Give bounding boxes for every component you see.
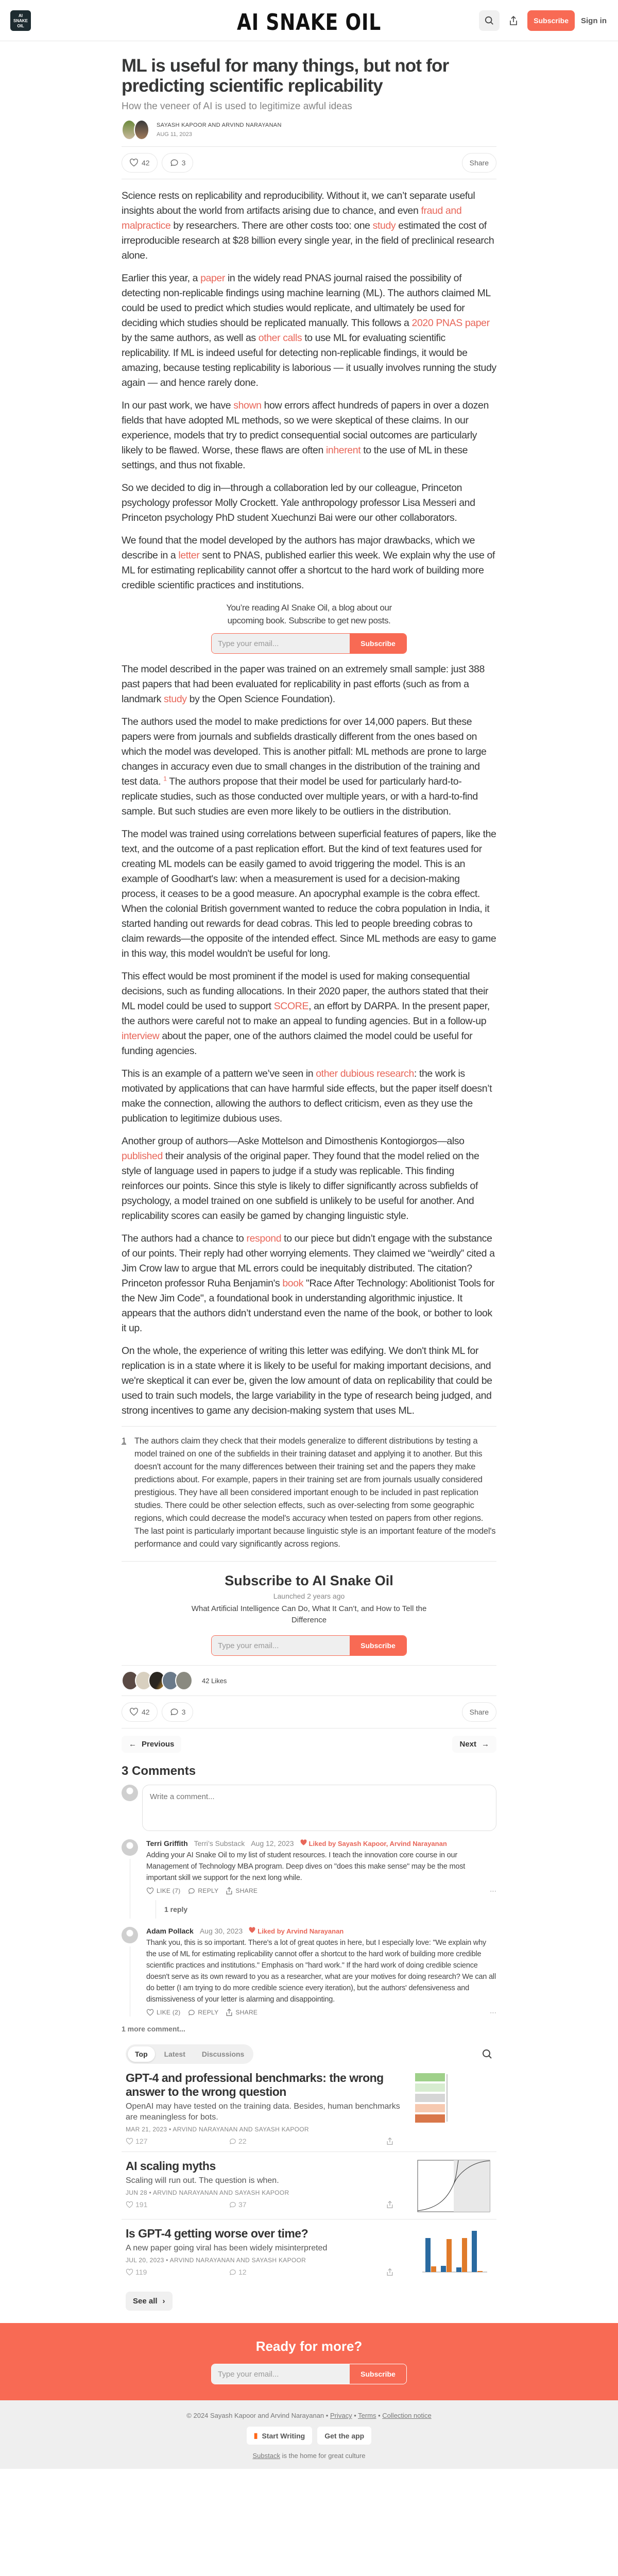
heart-icon	[129, 158, 139, 167]
user-avatar	[122, 1785, 138, 1801]
next-label: Next	[459, 1740, 476, 1749]
arrow-right-icon: →	[482, 1740, 489, 1749]
inline-link[interactable]: published	[122, 1150, 163, 1162]
liked-by-text: Liked by Sayash Kapoor, Arvind Narayanan	[308, 1840, 447, 1848]
share-icon	[386, 2137, 393, 2145]
inline-link[interactable]: letter	[178, 550, 200, 561]
paragraph	[122, 1134, 496, 1224]
publication-logo[interactable]: AI SNAKE OIL	[10, 10, 31, 31]
post-comment-button[interactable]	[229, 2268, 332, 2276]
paragraph	[122, 969, 496, 1059]
post-navigation	[122, 1736, 496, 1753]
post-list	[122, 2064, 496, 2286]
likes-count: 42 Likes	[202, 1676, 227, 1685]
post-actions-bottom	[122, 1696, 496, 1728]
post-comment-button[interactable]	[229, 2200, 332, 2209]
comment-composer	[122, 1785, 496, 1831]
post-like-count: 127	[135, 2137, 148, 2145]
comment-date[interactable]: Aug 12, 2023	[251, 1839, 294, 1848]
paragraph-text: about the paper, one of the authors claimed the model could be useful for funding agencies.	[122, 1030, 473, 1057]
tab-discussions[interactable]: Discussions	[201, 2050, 245, 2058]
paragraph	[122, 398, 496, 473]
paragraph-text: The authors used the model to make predictions for over 14,000 papers. But these papers were from journals and subfields drastically different from the ones based on which the model was developed. This is another pitfall: ML methods are prone to large changes in accuracy even due to small changes in the distribution of the training and test data.	[122, 716, 487, 787]
paragraph-text: : the work is motivated by applications that can have harmful side effects, but the paper itself doesn’t make the connection, allowing the authors to deflect criticism, even as they use the publication to legitimize dubious uses.	[122, 1068, 492, 1124]
paragraph-text: "Race After Technology: Abolitionist Tools for the New Jim Code", a foundational book in understanding algorithmic injustice. It appears that the authors didn’t understand even the name of the book, or bother to look it up.	[122, 1278, 495, 1334]
post-like-button[interactable]	[126, 2137, 229, 2145]
email-input[interactable]	[212, 634, 350, 653]
post-thumbnail[interactable]	[415, 2159, 492, 2213]
comment-header	[146, 1839, 496, 1848]
post-share-button[interactable]	[332, 2137, 393, 2145]
liked-by-text: Liked by Arvind Narayanan	[258, 1927, 344, 1935]
comment-body	[146, 1927, 496, 2016]
heart-icon	[126, 2268, 133, 2276]
post-info	[126, 2159, 403, 2213]
comment-body	[146, 1839, 496, 1919]
paragraph-text: This effect would be most prominent if the model is used for making consequential decisions, such as funding allocations. In their 2020 paper, the authors stated that their ML model could be used to support	[122, 971, 488, 1012]
heart-icon	[129, 1707, 139, 1717]
subscribe-form	[211, 2364, 407, 2384]
paragraph-text: The model was trained using correlations between superficial features of papers, like the text, and the outcome of a past replication effort. But the kind of text features used for creating ML models can be easily gamed to avoid triggering the model. This is an example of Goodhart's law: when a measurement is used for a decision-making process, it ceases to be a good measure. An apocryphal example is the cobra effect. When the colonial British government wanted to reduce the cobra population in India, it started handing out rewards for dead cobras. This led to people breeding cobras to claim rewards—the opposite of the intended effect. Since ML methods are easy to game in this way, this model wouldn't be useful for long.	[122, 828, 496, 959]
heart-icon	[126, 2201, 133, 2209]
comment-like-button-label: LIKE (2)	[157, 2009, 181, 2016]
inline-subscribe-widget	[122, 601, 496, 654]
paragraph-text: their analysis of the original paper. They found that the model relied on the style of language used in papers to judge if a study was replicable. This finding reinforces our points. Since this style is likely to differ significantly across subfields of psychology, a model trained on one subfield is unlikely to be useful for another. And replicability scores can easily be gamed by changing linguistic style.	[122, 1150, 479, 1222]
comment-icon	[169, 1707, 179, 1717]
copyright: © 2024 Sayash Kapoor and Arvind Narayanan	[186, 2412, 324, 2419]
post-comment-count: 37	[238, 2200, 247, 2209]
heart-filled-icon	[300, 1839, 307, 1846]
paragraph	[122, 662, 496, 707]
comment-icon	[229, 2138, 236, 2145]
share-icon	[226, 2008, 233, 2016]
footnotes-divider	[122, 1426, 496, 1427]
subscribe-button[interactable]: Subscribe	[350, 634, 406, 653]
commenter-name[interactable]: Terri Griffith	[146, 1839, 188, 1848]
share-button[interactable]	[506, 10, 521, 31]
like-count: 42	[142, 159, 150, 167]
inline-link[interactable]: inherent	[325, 445, 361, 456]
paragraph-text: in the widely read PNAS journal raised the possibility of detecting non-replicable findings using machine learning (ML). The authors claimed ML could be used to predict which studies would replicate, and ultimately be used for deciding which studies should be replicated manually. This follows a	[122, 273, 491, 329]
post-card-meta: MAR 21, 2023 • ARVIND NARAYANAN AND SAYASH KAPOOR	[126, 2126, 309, 2133]
paragraph	[122, 189, 496, 263]
inline-link[interactable]: study	[164, 693, 187, 705]
post-like-count: 191	[135, 2200, 148, 2209]
replies-toggle[interactable]: 1 reply	[156, 1900, 496, 1919]
inline-link[interactable]: shown	[233, 400, 262, 411]
comment-input[interactable]	[142, 1785, 496, 1831]
post-card[interactable]	[122, 2152, 496, 2219]
inline-link[interactable]: SCORE	[273, 1001, 309, 1012]
paragraph-text: The authors propose that their model be used for particularly hard-to-replicate studies, such as those conducted over multiple years, or with a hard-to-find sample. But such studies are even more likely to be outliers in the distribution.	[122, 776, 478, 817]
inline-link[interactable]: interview	[122, 1030, 160, 1042]
more-options-icon[interactable]: ···	[490, 1887, 496, 1894]
comment-text: Thank you, this is so important. There's a lot of great quotes in here, but I especially love: "We explain why the use of ML for estimating replicability cannot offer a shortcut to the hard work of building more credible scientific practices and institutions." Emphasis on "hard work." If the hard work of doing credible science doesn't serve as its own reward to you as a researcher, what are your motives for doing research? We can all do better (I am trying to do more credible science every iteration), but the authors' defensiveness and dismissiveness of your letter is alarming and disappointing.	[146, 1939, 496, 2004]
comment-share-button[interactable]	[226, 1887, 258, 1895]
comment-share-button[interactable]	[226, 2008, 258, 2016]
chevron-right-icon: ›	[162, 2297, 165, 2306]
share-icon	[226, 1887, 233, 1895]
paragraph-text: to our piece but didn’t engage with the substance of our points. Their reply had other worrying elements. They claimed we “weirdly” cited a Jim Crow law to argue that ML errors could be inequitably distributed. The citation? Princeton professor Ruha Benjamin's	[122, 1233, 495, 1289]
inline-link[interactable]: other calls	[258, 332, 302, 344]
post-thumbnail[interactable]	[415, 2227, 492, 2280]
comment-text: Adding your AI Snake Oil to my list of student resources. I teach the innovation core course in our Management of Technology MBA program. Deep dives on "does this make sense" may be the most important skill we support for the next long while.	[146, 1851, 466, 1882]
likes-row[interactable]	[122, 1666, 496, 1696]
start-writing-button[interactable]	[247, 2427, 312, 2445]
post-comment-count: 12	[238, 2268, 247, 2276]
paragraph-text: by researchers. There are other costs too: one	[170, 220, 373, 231]
comment-reply-button-label: REPLY	[198, 1887, 219, 1894]
liker-avatar	[175, 1671, 193, 1690]
terms-link[interactable]: Terms	[358, 2412, 376, 2419]
comment-button[interactable]	[162, 153, 194, 173]
paragraph-text: So we decided to dig in—through a collaboration led by our colleague, Princeton psychology professor Molly Crockett. Yale anthropology professor Lisa Messeri and Princeton psychology PhD student Xuechunzi Bai were our other collaborators.	[122, 482, 475, 523]
reply-icon	[187, 2009, 195, 2016]
like-button[interactable]	[122, 1702, 158, 1722]
post-card-actions	[126, 2137, 403, 2145]
post-thumbnail[interactable]	[415, 2071, 492, 2125]
liked-by-badge	[300, 1839, 447, 1848]
comment-actions	[146, 1887, 496, 1895]
comment-button[interactable]	[162, 1702, 194, 1722]
collection-notice-link[interactable]: Collection notice	[382, 2412, 432, 2419]
commenter-name[interactable]: Adam Pollack	[146, 1927, 194, 1935]
more-options-icon[interactable]: ···	[490, 2009, 496, 2016]
comment-like-button[interactable]	[146, 2009, 180, 2016]
post-card-actions	[126, 2200, 403, 2209]
comment-rail	[122, 1839, 138, 1919]
paragraph	[122, 1344, 496, 1418]
subscribe-form	[211, 1635, 407, 1656]
subscribe-form	[211, 633, 407, 654]
paragraph-text: by the Open Science Foundation).	[186, 693, 335, 705]
post-like-button[interactable]	[126, 2200, 229, 2209]
substack-bookmark-icon: ▮	[253, 2431, 258, 2439]
author-names[interactable]: SAYASH KAPOOR AND ARVIND NARAYANAN	[157, 122, 282, 128]
share-icon	[509, 15, 518, 26]
post-card-title[interactable]: Is GPT-4 getting worse over time?	[126, 2227, 308, 2240]
comment-icon	[229, 2268, 236, 2276]
site-header	[0, 0, 618, 41]
post-card-meta: JUL 20, 2023 • ARVIND NARAYANAN AND SAYASH KAPOOR	[126, 2257, 306, 2264]
liked-by-badge	[249, 1927, 344, 1935]
site-footer: © 2024 Sayash Kapoor and Arvind Narayanan • Privacy • Terms • Collection notice ▮ Start Writing Get the app Substack is the home for great culture	[0, 2400, 618, 2469]
post-share-button[interactable]	[332, 2200, 393, 2209]
paragraph-text: This is an example of a pattern we’ve seen in	[122, 1068, 316, 1079]
next-post-button[interactable]	[452, 1736, 496, 1753]
tagline: is the home for great culture	[280, 2452, 366, 2460]
share-icon	[386, 2268, 393, 2276]
post-card-actions	[126, 2268, 403, 2276]
paragraph	[122, 533, 496, 593]
share-button[interactable]: Share	[462, 153, 496, 173]
post-comment-button[interactable]	[229, 2137, 332, 2145]
paragraph-text: to the use of ML in these settings, and thus not fixable.	[122, 445, 468, 471]
author-avatar[interactable]	[134, 120, 149, 140]
tab-top[interactable]: Top	[128, 2046, 155, 2062]
sign-in-link[interactable]: Sign in	[581, 16, 607, 25]
post-card-subtitle: OpenAI may have tested on the training data. Besides, human benchmarks are meaningless for bots.	[126, 2102, 400, 2122]
post-like-button[interactable]	[126, 2268, 229, 2276]
post-card-meta: JUN 28 • ARVIND NARAYANAN AND SAYASH KAPOOR	[126, 2189, 289, 2196]
inline-link[interactable]: paper	[200, 273, 225, 284]
like-button[interactable]	[122, 153, 158, 173]
paragraph	[122, 1066, 496, 1126]
inline-link[interactable]: other dubious research	[316, 1068, 414, 1079]
subscribe-section	[122, 1562, 496, 1665]
article-body	[122, 189, 496, 1418]
publication-description: What Artificial Intelligence Can Do, What It Can’t, and How to Tell the Difference	[191, 1604, 427, 1624]
arrow-left-icon: ←	[129, 1740, 136, 1749]
archive-tabs	[126, 2044, 253, 2064]
comment-rail	[122, 1927, 138, 2016]
search-icon[interactable]	[482, 2049, 492, 2059]
subscribe-button[interactable]: Subscribe	[350, 2364, 406, 2384]
substack-link[interactable]: Substack	[252, 2452, 280, 2460]
reply-icon	[187, 1887, 195, 1895]
paragraph-text: by the same authors, as well as	[122, 332, 259, 344]
byline	[122, 120, 496, 140]
post-info	[126, 2071, 403, 2145]
post-card-title[interactable]: AI scaling myths	[126, 2159, 216, 2173]
paragraph-text: We found that the model developed by the authors has major drawbacks, which we describe in a	[122, 535, 475, 561]
publication-name[interactable]: AI SNAKE OIL	[236, 9, 382, 36]
paragraph-text: Earlier this year, a	[122, 273, 201, 284]
post-card-subtitle: A new paper going viral has been widely misinterpreted	[126, 2244, 328, 2252]
post-comment-count: 22	[238, 2137, 247, 2145]
paragraph	[122, 827, 496, 961]
paragraph-text: sent to PNAS, published earlier this week. We explain why the use of ML for estimating replicability cannot offer a shortcut to the hard work of building more credible scientific practices and institutions.	[122, 550, 495, 591]
paragraph	[122, 715, 496, 819]
heart-filled-icon	[249, 1927, 255, 1934]
like-count: 42	[142, 1708, 150, 1716]
comment-header	[146, 1927, 496, 1935]
comments-heading: 3 Comments	[122, 1764, 196, 1778]
post-subtitle: How the veneer of AI is used to legitimize awful ideas	[122, 101, 352, 112]
post-title: ML is useful for many things, but not for predicting scientific replicability	[122, 56, 449, 96]
footnote-text: The authors claim they check that their models generalize to different distributions by testing a model trained on one of the subfields in their training dataset and applying it to another. But this doesn't account for the many differences between their training set and the papers they make predictions about. For example, papers in their training set are from journals usually considered prestigious. They have all been considered important enough to be included in past replication studies. There could be other selection effects, such as over-selecting from some geographic regions, which could decrease the model's accuracy when tested on papers from other regions. The last point is particularly important because linguistic style is an important feature of the model's performance and could vary significantly across regions.	[134, 1436, 496, 1549]
comment-icon	[229, 2201, 236, 2209]
post-card[interactable]	[122, 2064, 496, 2152]
post-like-count: 119	[135, 2268, 147, 2276]
comment-share-button-label: SHARE	[235, 1887, 258, 1894]
archive-header	[122, 2044, 496, 2064]
previous-label: Previous	[142, 1740, 175, 1749]
comment-date[interactable]: Aug 30, 2023	[199, 1927, 243, 1935]
commenter-avatar[interactable]	[122, 1839, 138, 1856]
search-button[interactable]	[479, 10, 500, 31]
paragraph-text: The authors had a chance to	[122, 1233, 247, 1244]
heart-icon	[146, 1887, 154, 1895]
post-card-title[interactable]: GPT-4 and professional benchmarks: the wrong answer to the wrong question	[126, 2071, 384, 2098]
paragraph-text: Another group of authors—Aske Mottelson and Dimosthenis Kontogiorgos—also	[122, 1136, 465, 1147]
inline-link[interactable]: 2020 PNAS paper	[411, 317, 490, 329]
email-input[interactable]	[212, 1636, 350, 1655]
header-subscribe-button[interactable]: Subscribe	[527, 10, 575, 31]
paragraph-text: The model described in the paper was trained on an extremely small sample: just 388 past papers that had been evaluated for replicability in past efforts (such as from a landmark	[122, 664, 485, 705]
previous-post-button[interactable]	[122, 1736, 181, 1753]
subscribe-title: Subscribe to AI Snake Oil	[225, 1573, 393, 1588]
body-section	[122, 189, 496, 593]
paragraph-text: On the whole, the experience of writing this letter was edifying. We don't think ML for replication is in a state where it is likely to be useful for making important decisions, and we're skeptical it can ever be, given the low amount of data on replicability that could be used to train such models, the large variability in the type of research being judged, and strong incentives to game any decision-making system that uses ML.	[122, 1345, 492, 1416]
comment-count: 3	[181, 1708, 186, 1716]
post-share-button[interactable]	[332, 2268, 393, 2276]
comment-like-button[interactable]	[146, 1887, 180, 1895]
share-button[interactable]: Share	[462, 1702, 496, 1722]
see-all-label: See all	[133, 2297, 158, 2306]
comment-count: 3	[181, 159, 186, 167]
post-actions-top	[122, 146, 496, 179]
ready-for-more-banner	[0, 2323, 618, 2400]
search-icon	[485, 16, 494, 25]
paragraph-text: to use ML for evaluating scientific replicability. If ML is indeed useful for detecting non-replicable findings, it would be amazing, because testing replicability is laborious — it usually involves running the study again — and hence rarely done.	[122, 332, 496, 388]
paragraph-text: , an effort by DARPA. In the present paper, the authors were careful not to make an appeal to funding agencies. But in a follow-up	[122, 1001, 490, 1027]
comment-list	[122, 1839, 496, 2016]
comment-like-button-label: LIKE (7)	[157, 1887, 181, 1894]
comment-reply-button[interactable]	[187, 2009, 218, 2016]
comment-icon	[169, 158, 179, 167]
commenter-avatar[interactable]	[122, 1927, 138, 1943]
inline-link[interactable]: fraud and malpractice	[122, 205, 462, 231]
tab-latest[interactable]: Latest	[164, 2050, 185, 2058]
subscribe-button[interactable]: Subscribe	[350, 1636, 406, 1655]
paragraph	[122, 271, 496, 391]
paragraph	[122, 481, 496, 526]
comment-actions	[146, 2008, 496, 2016]
email-input[interactable]	[212, 2364, 350, 2384]
heart-icon	[146, 2009, 154, 2016]
paragraph-text: Science rests on replicability and reproducibility. Without it, we can’t separate useful insights about the world from artifacts arising due to chance, and even	[122, 190, 475, 216]
subscribe-prompt: You’re reading AI Snake Oil, a blog about our upcoming book. Subscribe to get new posts.	[226, 603, 392, 625]
comment-reply-button[interactable]	[187, 1887, 218, 1895]
post-date: AUG 11, 2023	[157, 131, 192, 138]
post-card[interactable]	[122, 2219, 496, 2286]
footnote-number-link[interactable]: 1	[122, 1436, 126, 1446]
inline-link[interactable]: book	[282, 1278, 304, 1289]
launch-info: Launched 2 years ago	[273, 1592, 345, 1600]
see-all-button[interactable]	[126, 2292, 173, 2311]
commenter-publication[interactable]: Terri’s Substack	[194, 1839, 245, 1848]
ready-title: Ready for more?	[255, 2338, 363, 2354]
footnote	[122, 1435, 496, 1551]
comment	[122, 1927, 496, 2016]
inline-link[interactable]: respond	[246, 1233, 282, 1244]
comment	[122, 1839, 496, 1919]
comment-reply-button-label: REPLY	[198, 2009, 219, 2016]
heart-icon	[126, 2138, 133, 2145]
paragraph-text: estimated the cost of irreproducible research at $28 billion every single year, in the field of preclinical research alone.	[122, 220, 494, 261]
more-comments-link[interactable]: 1 more comment...	[122, 2025, 185, 2033]
share-icon	[386, 2200, 393, 2209]
start-writing-label: Start Writing	[262, 2431, 305, 2440]
paragraph	[122, 1231, 496, 1336]
get-app-button[interactable]: Get the app	[317, 2427, 371, 2445]
footnote-anchor[interactable]: 1	[163, 775, 167, 783]
paragraph-text: how errors affect hundreds of papers in over a dozen fields that have adopted ML methods, so we were skeptical of these claims. In our experience, models that try to predict consequential social outcomes are particularly likely to be flawed. Worse, these flaws are often	[122, 400, 489, 456]
privacy-link[interactable]: Privacy	[330, 2412, 352, 2419]
comment-share-button-label: SHARE	[235, 2009, 258, 2016]
body-section	[122, 662, 496, 1418]
article	[122, 56, 496, 2311]
paragraph-text: In our past work, we have	[122, 400, 234, 411]
post-card-subtitle: Scaling will run out. The question is when.	[126, 2176, 279, 2185]
post-info	[126, 2227, 403, 2280]
inline-link[interactable]: study	[372, 220, 396, 231]
